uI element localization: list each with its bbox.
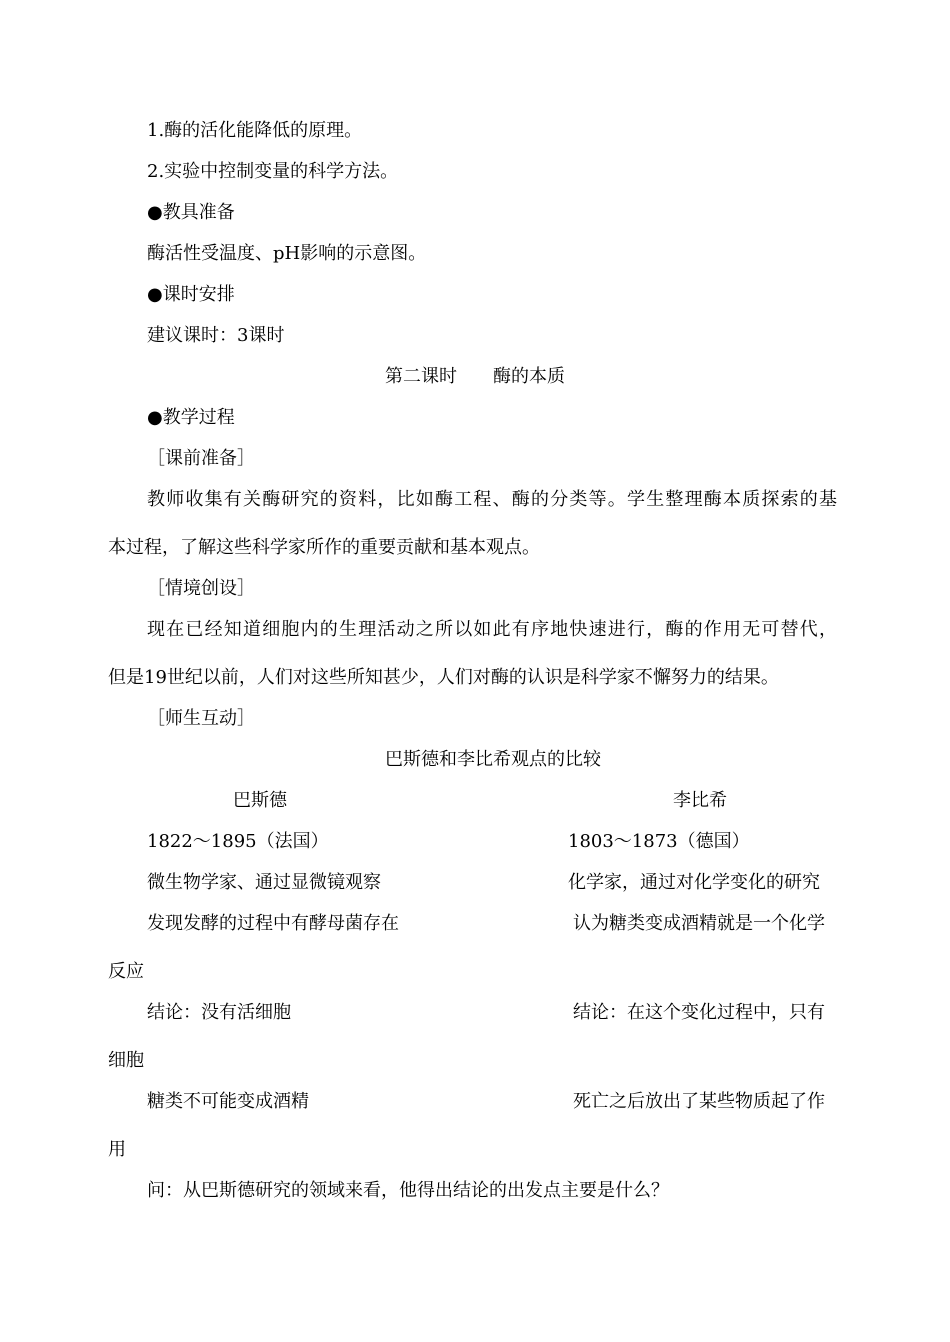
prep-line-1: 教师收集有关酶研究的资料，比如酶工程、酶的分类等。学生整理酶本质探索的基 xyxy=(147,489,839,510)
pasteur-line-3: 结论：没有活细胞 xyxy=(147,1002,291,1023)
pasteur-line-2: 发现发酵的过程中有酵母菌存在 xyxy=(147,913,399,934)
liebig-wrap-2: 反应 xyxy=(108,961,144,982)
scenario-label: ［情境创设］ xyxy=(147,578,255,599)
schedule-text: 建议课时：3课时 xyxy=(147,325,285,346)
schedule-heading: ●课时安排 xyxy=(147,284,235,305)
comparison-title: 巴斯德和李比希观点的比较 xyxy=(385,749,601,770)
liebig-line-3: 结论：在这个变化过程中，只有 xyxy=(573,1002,825,1023)
interaction-label: ［师生互动］ xyxy=(147,708,255,729)
liebig-line-2: 认为糖类变成酒精就是一个化学 xyxy=(573,913,825,934)
liebig-line-4: 死亡之后放出了某些物质起了作 xyxy=(573,1091,825,1112)
tools-heading: ●教具准备 xyxy=(147,202,235,223)
pasteur-dates: 1822～1895（法国） xyxy=(147,831,329,852)
objective-2: 2.实验中控制变量的科学方法。 xyxy=(147,161,399,182)
process-heading: ●教学过程 xyxy=(147,407,235,428)
prep-line-2: 本过程，了解这些科学家所作的重要贡献和基本观点。 xyxy=(108,537,540,558)
objective-1: 1.酶的活化能降低的原理。 xyxy=(147,120,363,141)
lesson-title: 第二课时 酶的本质 xyxy=(385,366,565,387)
pasteur-name: 巴斯德 xyxy=(233,790,287,811)
question: 问：从巴斯德研究的领域来看，他得出结论的出发点主要是什么？ xyxy=(147,1180,669,1201)
pasteur-line-4: 糖类不可能变成酒精 xyxy=(147,1091,309,1112)
pasteur-line-1: 微生物学家、通过显微镜观察 xyxy=(147,872,381,893)
liebig-wrap-4: 用 xyxy=(108,1139,126,1160)
liebig-dates: 1803～1873（德国） xyxy=(568,831,750,852)
tools-text: 酶活性受温度、pH影响的示意图。 xyxy=(147,243,427,264)
liebig-name: 李比希 xyxy=(673,790,727,811)
liebig-wrap-3: 细胞 xyxy=(108,1050,144,1071)
prep-label: ［课前准备］ xyxy=(147,448,255,469)
scenario-line-2: 但是19世纪以前，人们对这些所知甚少，人们对酶的认识是科学家不懈努力的结果。 xyxy=(108,667,779,688)
liebig-line-1: 化学家，通过对化学变化的研究 xyxy=(568,872,820,893)
scenario-line-1: 现在已经知道细胞内的生理活动之所以如此有序地快速进行，酶的作用无可替代， xyxy=(147,619,839,640)
